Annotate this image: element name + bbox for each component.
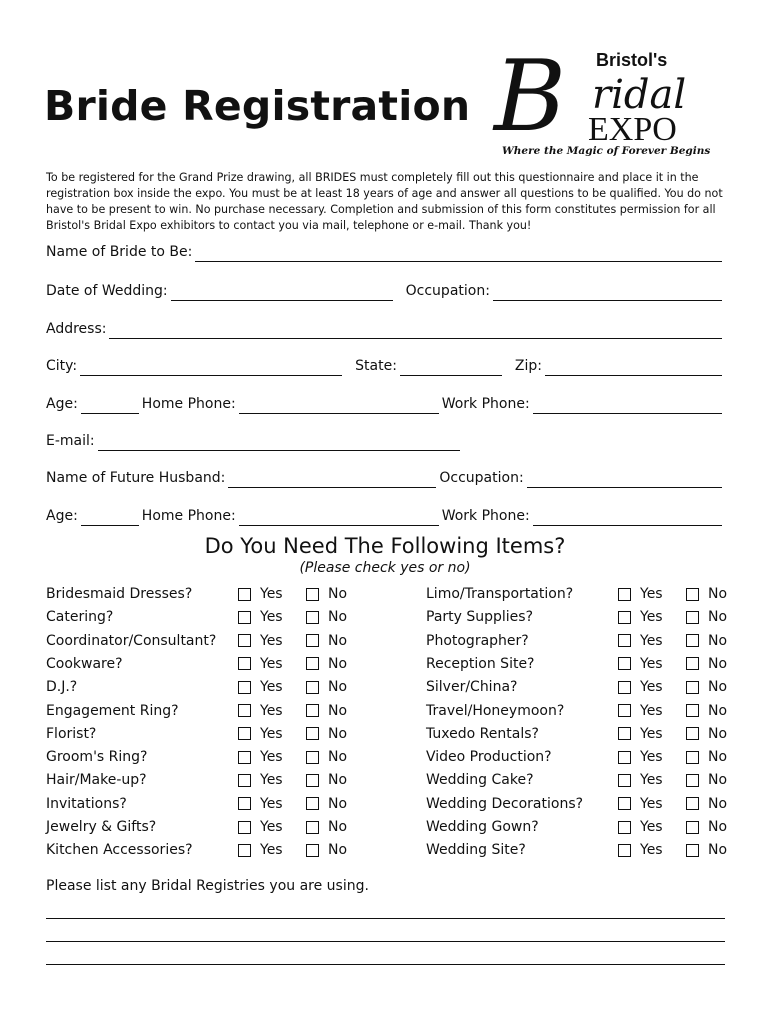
no-option bbox=[686, 586, 727, 602]
checklist-row bbox=[426, 747, 727, 767]
future-husband-field[interactable] bbox=[228, 469, 436, 488]
no-label: No bbox=[328, 632, 348, 649]
yes-label: Yes bbox=[260, 819, 283, 835]
checklist-row bbox=[46, 654, 347, 674]
no-label: No bbox=[328, 842, 348, 859]
yes-label: Yes bbox=[640, 819, 663, 835]
yes-option bbox=[238, 609, 306, 625]
yes-option bbox=[238, 633, 306, 649]
no-option bbox=[306, 796, 347, 812]
checklist-subtitle: (Please check yes or no) bbox=[299, 560, 471, 576]
yes-checkbox[interactable] bbox=[618, 751, 631, 764]
no-option bbox=[686, 703, 727, 719]
no-label: No bbox=[328, 795, 348, 812]
no-checkbox[interactable] bbox=[686, 588, 699, 601]
yes-checkbox[interactable] bbox=[238, 751, 251, 764]
no-label: No bbox=[708, 842, 728, 859]
no-checkbox[interactable] bbox=[686, 821, 699, 834]
yes-label: Yes bbox=[640, 702, 663, 719]
yes-option bbox=[618, 703, 686, 719]
yes-label: Yes bbox=[640, 632, 663, 649]
yes-checkbox[interactable] bbox=[618, 844, 631, 857]
checklist-row bbox=[46, 584, 347, 604]
checklist-title: Do You Need The Following Items? bbox=[204, 534, 566, 558]
checklist-item-label: Bridesmaid Dresses? bbox=[46, 586, 193, 602]
checklist-item-label: Party Supplies? bbox=[426, 609, 534, 626]
no-checkbox[interactable] bbox=[306, 751, 319, 764]
registry-line-2[interactable] bbox=[46, 941, 725, 942]
no-label: No bbox=[328, 702, 348, 719]
checklist-row bbox=[426, 677, 727, 697]
no-option bbox=[306, 726, 347, 742]
yes-checkbox[interactable] bbox=[618, 681, 631, 694]
yes-option bbox=[618, 842, 686, 858]
age-label: Age: bbox=[46, 396, 78, 412]
yes-checkbox[interactable] bbox=[238, 588, 251, 601]
checklist-item-label: Photographer? bbox=[426, 632, 529, 649]
intro-paragraph: To be registered for the Grand Prize drawing, all BRIDES must completely fill out this questionnaire and place it in the registration box inside the expo. You must be at least 18 years of age and answer all questions to be qualified. You do not have to be present to win. No purchase necessary. Completion and submission of this form constitutes permission for all Bristol's Bridal Expo exhibitors to contact you via mail, telephone or e-mail. Thank you! bbox=[46, 171, 723, 232]
no-label: No bbox=[328, 655, 348, 672]
no-label: No bbox=[708, 632, 728, 649]
yes-option bbox=[238, 749, 306, 765]
address-row bbox=[46, 317, 725, 339]
no-checkbox[interactable] bbox=[306, 634, 319, 647]
logo-tagline: Where the Magic of Forever Begins bbox=[502, 145, 711, 157]
no-option bbox=[306, 656, 347, 672]
no-checkbox[interactable] bbox=[306, 844, 319, 857]
checklist-item-label: Wedding Gown? bbox=[426, 819, 539, 835]
yes-label: Yes bbox=[260, 725, 283, 742]
home-phone-label: Home Phone: bbox=[141, 396, 236, 412]
yes-label: Yes bbox=[260, 749, 283, 766]
checklist-row bbox=[46, 770, 347, 790]
no-option bbox=[686, 609, 727, 625]
yes-checkbox[interactable] bbox=[618, 657, 631, 670]
no-option bbox=[306, 749, 347, 765]
no-checkbox[interactable] bbox=[306, 774, 319, 787]
no-checkbox[interactable] bbox=[686, 681, 699, 694]
checklist-row bbox=[426, 654, 727, 674]
no-label: No bbox=[708, 795, 728, 812]
no-label: No bbox=[708, 586, 728, 602]
date-of-wedding-field[interactable] bbox=[171, 282, 393, 301]
checklist-item-label: Catering? bbox=[46, 609, 114, 626]
yes-label: Yes bbox=[640, 842, 663, 859]
yes-label: Yes bbox=[260, 632, 283, 649]
yes-label: Yes bbox=[260, 772, 283, 789]
address-label: Address: bbox=[46, 321, 107, 337]
yes-checkbox[interactable] bbox=[238, 704, 251, 717]
checklist-item-label: Wedding Decorations? bbox=[426, 795, 584, 812]
email-label: E-mail: bbox=[46, 433, 95, 449]
checklist-row bbox=[426, 631, 727, 651]
yes-option bbox=[618, 749, 686, 765]
checklist-item-label: Wedding Cake? bbox=[426, 772, 534, 789]
no-label: No bbox=[708, 702, 728, 719]
bride-name-row bbox=[46, 240, 725, 262]
no-option bbox=[686, 726, 727, 742]
checklist-row bbox=[426, 770, 727, 790]
yes-option bbox=[618, 772, 686, 788]
checklist-row bbox=[426, 584, 727, 604]
yes-checkbox[interactable] bbox=[238, 634, 251, 647]
no-option bbox=[686, 749, 727, 765]
checklist-item-label: Cookware? bbox=[46, 655, 123, 672]
yes-label: Yes bbox=[640, 655, 663, 672]
yes-option bbox=[238, 679, 306, 695]
yes-option bbox=[238, 656, 306, 672]
checklist-item-label: Invitations? bbox=[46, 795, 127, 812]
checklist-row bbox=[46, 817, 347, 837]
no-option bbox=[686, 772, 727, 788]
yes-label: Yes bbox=[260, 795, 283, 812]
checklist-row bbox=[426, 817, 727, 837]
city-label: City: bbox=[46, 358, 78, 374]
no-label: No bbox=[708, 772, 728, 789]
logo-script-text: ridal bbox=[592, 72, 687, 118]
husband-occupation-label: Occupation: bbox=[439, 470, 524, 486]
yes-checkbox[interactable] bbox=[238, 681, 251, 694]
yes-label: Yes bbox=[640, 586, 663, 602]
no-label: No bbox=[708, 819, 728, 835]
husband-home-phone-label: Home Phone: bbox=[141, 508, 236, 524]
no-label: No bbox=[708, 725, 728, 742]
husband-age-field[interactable] bbox=[81, 507, 139, 526]
no-option bbox=[686, 819, 727, 835]
no-checkbox[interactable] bbox=[306, 704, 319, 717]
no-checkbox[interactable] bbox=[306, 821, 319, 834]
no-checkbox[interactable] bbox=[686, 704, 699, 717]
yes-label: Yes bbox=[640, 725, 663, 742]
yes-option bbox=[618, 796, 686, 812]
no-checkbox[interactable] bbox=[306, 588, 319, 601]
no-option bbox=[306, 703, 347, 719]
no-option bbox=[686, 679, 727, 695]
yes-option bbox=[618, 656, 686, 672]
husband-phone-row bbox=[46, 504, 725, 526]
yes-checkbox[interactable] bbox=[618, 727, 631, 740]
no-checkbox[interactable] bbox=[686, 844, 699, 857]
city-state-zip-row bbox=[46, 354, 725, 376]
no-option bbox=[306, 609, 347, 625]
no-option bbox=[306, 772, 347, 788]
no-option bbox=[306, 819, 347, 835]
no-label: No bbox=[708, 655, 728, 672]
checklist-row bbox=[426, 607, 727, 627]
checklist-item-label: Jewelry & Gifts? bbox=[46, 819, 157, 835]
occupation-field[interactable] bbox=[493, 282, 722, 301]
yes-checkbox[interactable] bbox=[618, 821, 631, 834]
no-checkbox[interactable] bbox=[306, 657, 319, 670]
no-option bbox=[686, 796, 727, 812]
no-label: No bbox=[328, 725, 348, 742]
checklist-row bbox=[46, 701, 347, 721]
husband-work-phone-label: Work Phone: bbox=[441, 508, 530, 524]
yes-checkbox[interactable] bbox=[238, 797, 251, 810]
yes-label: Yes bbox=[640, 795, 663, 812]
checklist-row bbox=[426, 840, 727, 860]
no-option bbox=[306, 586, 347, 602]
checklist-row bbox=[46, 794, 347, 814]
yes-label: Yes bbox=[260, 609, 283, 626]
checklist-item-label: Video Production? bbox=[426, 749, 552, 766]
yes-checkbox[interactable] bbox=[238, 844, 251, 857]
checklist-item-label: Kitchen Accessories? bbox=[46, 842, 193, 859]
no-label: No bbox=[328, 772, 348, 789]
city-field[interactable] bbox=[80, 357, 342, 376]
yes-option bbox=[618, 633, 686, 649]
logo-bristols-text: Bristol's bbox=[596, 50, 668, 70]
yes-checkbox[interactable] bbox=[618, 588, 631, 601]
no-checkbox[interactable] bbox=[306, 727, 319, 740]
bride-phone-row bbox=[46, 392, 725, 414]
no-option bbox=[306, 679, 347, 695]
yes-label: Yes bbox=[640, 749, 663, 766]
no-label: No bbox=[708, 679, 728, 696]
checklist-item-label: Engagement Ring? bbox=[46, 702, 179, 719]
no-option bbox=[686, 656, 727, 672]
yes-option bbox=[238, 726, 306, 742]
yes-option bbox=[238, 772, 306, 788]
checklist-item-label: Silver/China? bbox=[426, 679, 518, 696]
no-option bbox=[686, 633, 727, 649]
yes-option bbox=[618, 586, 686, 602]
yes-option bbox=[238, 796, 306, 812]
no-checkbox[interactable] bbox=[306, 797, 319, 810]
yes-checkbox[interactable] bbox=[238, 611, 251, 624]
yes-checkbox[interactable] bbox=[238, 774, 251, 787]
no-option bbox=[306, 842, 347, 858]
state-field[interactable] bbox=[400, 357, 502, 376]
future-husband-label: Name of Future Husband: bbox=[46, 470, 226, 486]
yes-checkbox[interactable] bbox=[238, 727, 251, 740]
work-phone-label: Work Phone: bbox=[441, 396, 530, 412]
yes-label: Yes bbox=[260, 702, 283, 719]
wedding-date-row bbox=[46, 279, 725, 301]
bristols-bridal-expo-logo bbox=[492, 40, 732, 162]
yes-label: Yes bbox=[640, 679, 663, 696]
checklist-row bbox=[426, 724, 727, 744]
address-field[interactable] bbox=[109, 320, 722, 339]
no-checkbox[interactable] bbox=[686, 634, 699, 647]
no-option bbox=[306, 633, 347, 649]
zip-label: Zip: bbox=[514, 358, 543, 374]
email-field[interactable] bbox=[98, 432, 460, 451]
checklist-item-label: Limo/Transportation? bbox=[426, 586, 574, 602]
yes-option bbox=[618, 609, 686, 625]
yes-option bbox=[618, 679, 686, 695]
state-label: State: bbox=[355, 358, 397, 374]
yes-option bbox=[238, 819, 306, 835]
registry-line-1[interactable] bbox=[46, 918, 725, 919]
checklist-item-label: Hair/Make-up? bbox=[46, 772, 147, 789]
no-checkbox[interactable] bbox=[686, 727, 699, 740]
yes-checkbox[interactable] bbox=[238, 657, 251, 670]
checklist-item-label: Wedding Site? bbox=[426, 842, 526, 859]
checklist-row bbox=[426, 794, 727, 814]
yes-label: Yes bbox=[260, 842, 283, 859]
no-checkbox[interactable] bbox=[686, 751, 699, 764]
no-checkbox[interactable] bbox=[686, 774, 699, 787]
no-label: No bbox=[328, 609, 348, 626]
bride-name-label: Name of Bride to Be: bbox=[46, 244, 193, 260]
yes-option bbox=[238, 586, 306, 602]
registries-label: Please list any Bridal Registries you are using. bbox=[46, 878, 369, 894]
husband-age-label: Age: bbox=[46, 508, 78, 524]
no-checkbox[interactable] bbox=[306, 611, 319, 624]
checklist-item-label: Reception Site? bbox=[426, 655, 535, 672]
checklist-row bbox=[46, 631, 347, 651]
husband-occupation-field[interactable] bbox=[527, 469, 722, 488]
future-husband-row bbox=[46, 466, 725, 488]
no-label: No bbox=[328, 679, 348, 696]
yes-label: Yes bbox=[260, 679, 283, 696]
no-label: No bbox=[328, 586, 348, 602]
yes-label: Yes bbox=[640, 772, 663, 789]
checklist-item-label: Coordinator/Consultant? bbox=[46, 632, 217, 649]
no-checkbox[interactable] bbox=[686, 797, 699, 810]
yes-option bbox=[618, 726, 686, 742]
checklist-item-label: Travel/Honeymoon? bbox=[426, 702, 565, 719]
yes-checkbox[interactable] bbox=[618, 797, 631, 810]
page-title: Bride Registration bbox=[44, 82, 471, 130]
checklist-row bbox=[46, 677, 347, 697]
occupation-label: Occupation: bbox=[405, 283, 490, 299]
no-option bbox=[686, 842, 727, 858]
yes-label: Yes bbox=[260, 586, 283, 602]
bride-name-field[interactable] bbox=[195, 243, 722, 262]
logo-expo-text: EXPO bbox=[588, 111, 677, 148]
registry-line-3[interactable] bbox=[46, 964, 725, 965]
yes-checkbox[interactable] bbox=[238, 821, 251, 834]
yes-checkbox[interactable] bbox=[618, 611, 631, 624]
husband-home-phone-field[interactable] bbox=[239, 507, 439, 526]
home-phone-field[interactable] bbox=[239, 395, 439, 414]
yes-option bbox=[238, 842, 306, 858]
work-phone-field[interactable] bbox=[533, 395, 722, 414]
age-field[interactable] bbox=[81, 395, 139, 414]
husband-work-phone-field[interactable] bbox=[533, 507, 722, 526]
email-row bbox=[46, 429, 725, 451]
date-of-wedding-label: Date of Wedding: bbox=[46, 283, 168, 299]
yes-checkbox[interactable] bbox=[618, 704, 631, 717]
checklist-row bbox=[46, 840, 347, 860]
zip-field[interactable] bbox=[545, 357, 722, 376]
yes-label: Yes bbox=[260, 655, 283, 672]
checklist-item-label: D.J.? bbox=[46, 679, 78, 696]
no-label: No bbox=[708, 609, 728, 626]
yes-checkbox[interactable] bbox=[618, 634, 631, 647]
logo-big-letter: B bbox=[494, 40, 567, 154]
checklist-item-label: Florist? bbox=[46, 725, 97, 742]
checklist-row bbox=[426, 701, 727, 721]
yes-label: Yes bbox=[640, 609, 663, 626]
no-checkbox[interactable] bbox=[306, 681, 319, 694]
checklist-row bbox=[46, 724, 347, 744]
no-label: No bbox=[328, 749, 348, 766]
yes-option bbox=[238, 703, 306, 719]
no-label: No bbox=[328, 819, 348, 835]
checklist-item-label: Groom's Ring? bbox=[46, 749, 148, 766]
no-checkbox[interactable] bbox=[686, 657, 699, 670]
no-label: No bbox=[708, 749, 728, 766]
yes-checkbox[interactable] bbox=[618, 774, 631, 787]
checklist-row bbox=[46, 747, 347, 767]
yes-option bbox=[618, 819, 686, 835]
checklist-row bbox=[46, 607, 347, 627]
checklist-item-label: Tuxedo Rentals? bbox=[426, 725, 539, 742]
no-checkbox[interactable] bbox=[686, 611, 699, 624]
